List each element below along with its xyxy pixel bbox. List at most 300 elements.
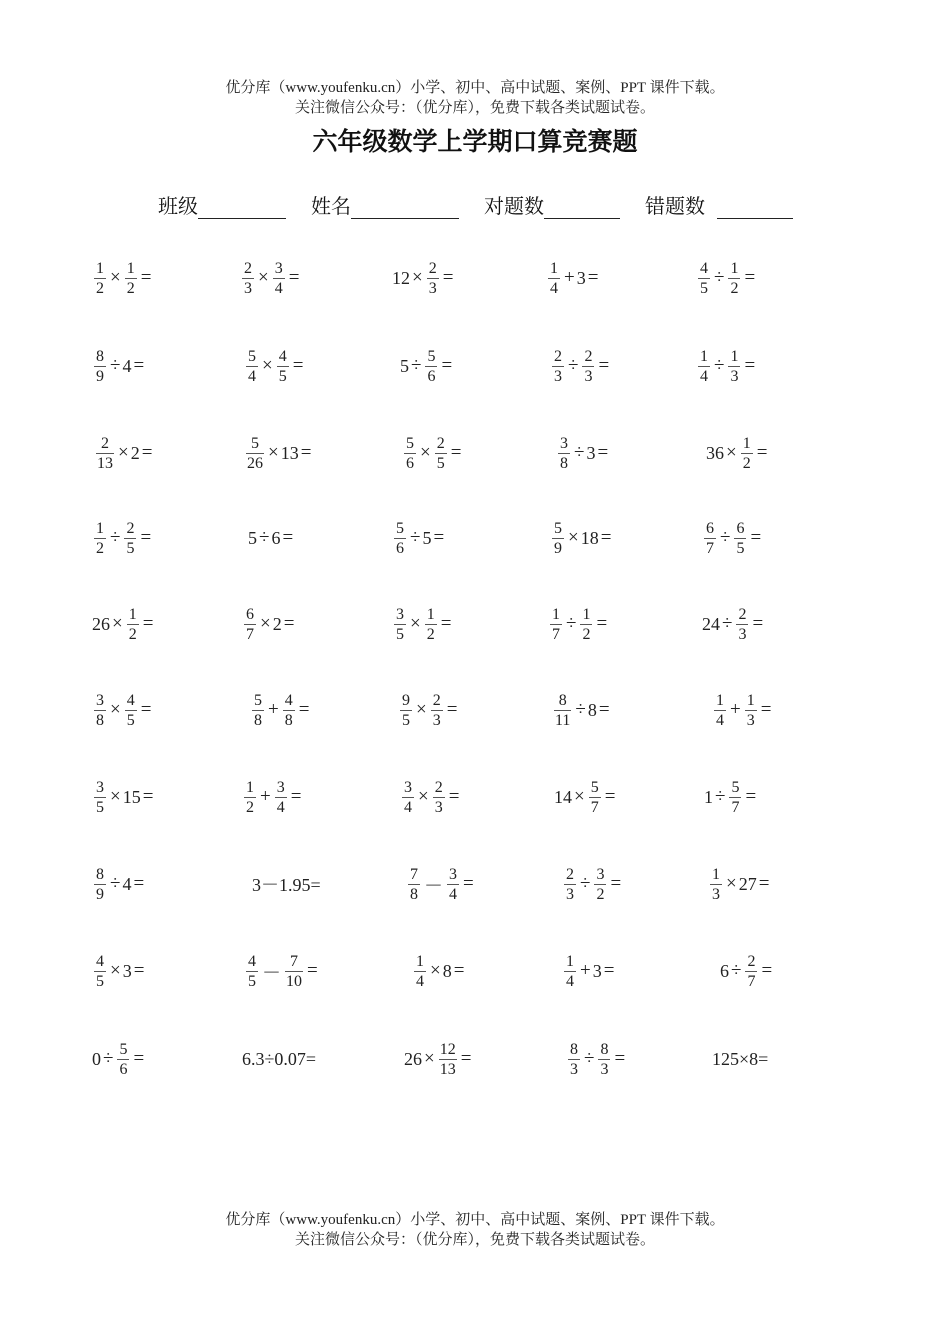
fraction — [94, 865, 106, 904]
denominator: 3 — [570, 1060, 578, 1078]
operator-sign: = — [460, 1048, 472, 1069]
denominator: 8 — [96, 711, 104, 729]
operator-sign: ÷ — [566, 613, 577, 634]
denominator: 3 — [244, 279, 252, 297]
number-text: 6.3÷0.07= — [242, 1048, 317, 1069]
operator-sign: = — [440, 613, 452, 634]
fraction — [714, 691, 726, 730]
fraction — [431, 691, 443, 730]
problem-item — [92, 857, 146, 911]
denominator: 4 — [416, 972, 424, 990]
operator-sign: × — [258, 267, 269, 288]
numerator: 3 — [560, 434, 568, 452]
denominator: 2 — [128, 625, 137, 643]
denominator: 5 — [436, 454, 445, 472]
numerator: 7 — [410, 865, 418, 883]
problem-item — [244, 426, 313, 480]
problem-item — [92, 339, 146, 393]
denominator: 5 — [402, 711, 410, 729]
problem-item — [550, 339, 611, 393]
fraction — [745, 691, 757, 730]
operator-sign: ÷ — [110, 355, 121, 376]
denominator: 6 — [406, 454, 414, 472]
fraction — [124, 519, 136, 558]
operator-sign: = — [598, 355, 610, 376]
operator-sign: × — [574, 786, 585, 807]
operator-sign: × — [424, 1048, 435, 1069]
problem-item — [708, 857, 771, 911]
numerator: 4 — [700, 259, 708, 277]
numerator: 8 — [600, 1040, 609, 1058]
denominator: 5 — [396, 625, 404, 643]
problem-item — [706, 426, 769, 480]
page-header — [0, 78, 950, 118]
fraction — [734, 519, 746, 558]
operator-sign: = — [290, 786, 302, 807]
denominator: 2 — [96, 279, 104, 297]
number-text: 2 — [272, 613, 282, 634]
numerator: 8 — [570, 1040, 578, 1058]
problem-item — [552, 683, 612, 737]
operator-sign: = — [761, 960, 773, 981]
operator-sign: ÷ — [580, 873, 591, 894]
number-text: 36 — [706, 442, 724, 463]
footer-line-1: 优分库（www.youfenku.cn）小学、初中、高中试题、案例、PPT 课件下载。 — [225, 1212, 725, 1228]
operator-sign: ÷ — [722, 613, 733, 634]
fraction — [404, 434, 416, 473]
operator-sign: × — [416, 699, 427, 720]
numerator: 8 — [96, 347, 104, 365]
numerator: 3 — [404, 778, 412, 796]
numerator: 1 — [716, 691, 724, 709]
operator-sign: ÷ — [411, 355, 422, 376]
operator-sign: × — [118, 442, 129, 463]
problem-item — [392, 511, 446, 565]
operator-sign: = — [614, 1048, 626, 1069]
numerator: 1 — [566, 952, 574, 970]
operator-sign: = — [140, 267, 152, 288]
fraction — [554, 691, 571, 730]
operator-sign: × — [420, 442, 431, 463]
problem-item — [400, 770, 461, 824]
numerator: 1 — [742, 434, 751, 452]
fraction — [94, 259, 106, 298]
denominator: 3 — [432, 711, 441, 729]
denominator: 5 — [700, 279, 708, 297]
numerator: 4 — [248, 952, 256, 970]
operator-sign: × — [430, 960, 441, 981]
fraction — [433, 778, 445, 817]
denominator: 2 — [582, 625, 591, 643]
number-text: 24 — [702, 613, 720, 634]
denominator: 2 — [426, 625, 435, 643]
numerator: 3 — [96, 778, 104, 796]
denominator: 3 — [584, 367, 593, 385]
problem-item — [250, 683, 311, 737]
fraction — [246, 347, 258, 386]
header-line-2: 关注微信公众号：（优分库），免费下载各类试题试卷。 — [294, 100, 655, 116]
fraction — [94, 347, 106, 386]
number-text: 3 — [586, 442, 596, 463]
numerator: 1 — [126, 259, 135, 277]
correct-count-label: 对题数 — [484, 196, 544, 218]
denominator: 3 — [712, 885, 720, 903]
operator-sign: = — [758, 873, 770, 894]
denominator: 4 — [716, 711, 724, 729]
class-field — [158, 190, 286, 219]
denominator: 7 — [552, 625, 560, 643]
fraction — [273, 259, 285, 298]
numerator: 1 — [246, 778, 254, 796]
fraction — [447, 865, 459, 904]
numerator: 1 — [416, 952, 424, 970]
fraction — [94, 952, 106, 991]
fraction — [710, 865, 722, 904]
operator-sign: + — [730, 699, 741, 720]
number-text: 3 — [122, 960, 132, 981]
fraction — [244, 778, 256, 817]
operator-sign: × — [110, 786, 121, 807]
denominator: 8 — [410, 885, 418, 903]
number-text: 26 — [92, 613, 110, 634]
operator-sign: = — [140, 527, 152, 548]
operator-sign: + — [260, 786, 271, 807]
numerator: 2 — [566, 865, 574, 883]
operator-sign: ÷ — [714, 355, 725, 376]
fraction — [244, 605, 256, 644]
numerator: 5 — [248, 347, 256, 365]
denominator: 11 — [555, 711, 571, 729]
operator-sign: × — [112, 613, 123, 634]
denominator: 8 — [560, 454, 568, 472]
operator-sign: + — [268, 699, 279, 720]
operator-sign: ÷ — [110, 873, 121, 894]
denominator: 6 — [396, 539, 404, 557]
denominator: 2 — [742, 454, 751, 472]
fraction — [94, 778, 106, 817]
operator-sign: ÷ — [715, 786, 726, 807]
operator-sign: × — [418, 786, 429, 807]
number-text: 14 — [554, 786, 572, 807]
number-text: 12 — [392, 267, 410, 288]
numerator: 5 — [590, 778, 599, 796]
name-blank[interactable] — [351, 196, 459, 219]
numerator: 5 — [427, 347, 436, 365]
operator-sign: = — [587, 267, 599, 288]
numerator: 3 — [274, 259, 283, 277]
numerator: 1 — [96, 519, 104, 537]
problem-item — [402, 426, 463, 480]
correct-count-field — [484, 190, 620, 219]
operator-sign: = — [453, 960, 465, 981]
numerator: 1 — [730, 259, 739, 277]
fraction — [400, 691, 412, 730]
problem-item — [392, 251, 455, 305]
number-text: 6 — [720, 960, 729, 981]
denominator: 10 — [286, 972, 303, 990]
numerator: 6 — [706, 519, 714, 537]
problem-item — [696, 339, 757, 393]
fraction — [427, 259, 439, 298]
denominator: 3 — [600, 1060, 609, 1078]
number-text: 6 — [271, 527, 281, 548]
operator-sign: × — [726, 873, 737, 894]
operator-sign: = — [442, 267, 454, 288]
problem-item — [702, 597, 765, 651]
fraction — [548, 259, 560, 298]
numerator: 1 — [128, 605, 137, 623]
numerator: 4 — [278, 347, 287, 365]
number-text: 8 — [587, 699, 597, 720]
wrong-count-blank[interactable] — [717, 196, 793, 219]
numerator: 4 — [96, 952, 104, 970]
numerator: 3 — [396, 605, 404, 623]
fraction — [394, 519, 406, 558]
number-text: 26 — [404, 1048, 422, 1069]
numerator: 2 — [126, 519, 135, 537]
number-text: 15 — [122, 786, 141, 807]
operator-sign: = — [133, 1048, 145, 1069]
operator-sign: + — [564, 267, 575, 288]
denominator: 8 — [254, 711, 262, 729]
fraction — [439, 1040, 457, 1079]
problem-item — [566, 1032, 627, 1086]
number-text: 5 — [248, 527, 257, 548]
numerator: 6 — [246, 605, 254, 623]
operator-sign: = — [756, 442, 768, 463]
operator-sign: = — [288, 267, 300, 288]
operator-sign: × — [412, 267, 423, 288]
numerator: 7 — [290, 952, 299, 970]
fraction — [402, 778, 414, 817]
number-text: 2 — [130, 442, 140, 463]
denominator: 3 — [428, 279, 437, 297]
problem-item — [92, 944, 146, 998]
numerator: 2 — [101, 434, 109, 452]
problem-item — [244, 944, 320, 998]
numerator: 1 — [550, 259, 558, 277]
operator-sign: = — [604, 786, 616, 807]
fraction — [704, 519, 716, 558]
fraction — [736, 605, 748, 644]
fraction — [125, 259, 137, 298]
fraction — [582, 347, 594, 386]
fraction — [698, 259, 710, 298]
operator-sign: = — [283, 613, 295, 634]
operator-sign: ÷ — [714, 267, 725, 288]
number-text: 3 — [592, 960, 602, 981]
operator-sign: = — [142, 786, 154, 807]
denominator: 26 — [247, 454, 263, 472]
operator-sign: × — [110, 960, 121, 981]
problem-item — [406, 857, 476, 911]
operator-sign: ÷ — [568, 355, 579, 376]
denominator: 3 — [746, 711, 755, 729]
numerator: 5 — [251, 434, 259, 452]
numerator: 12 — [439, 1040, 456, 1058]
problem-item — [556, 426, 610, 480]
fraction — [558, 434, 570, 473]
operator-sign: = — [133, 960, 145, 981]
denominator: 4 — [274, 279, 283, 297]
problem-item — [704, 770, 758, 824]
fraction — [117, 1040, 129, 1079]
numerator: 2 — [738, 605, 747, 623]
operator-sign: = — [745, 786, 757, 807]
denominator: 5 — [126, 539, 135, 557]
fraction — [246, 952, 258, 991]
numerator: 1 — [426, 605, 435, 623]
numerator: 3 — [596, 865, 605, 883]
problem-item — [546, 251, 600, 305]
number-text: 4 — [122, 355, 132, 376]
numerator: 2 — [434, 778, 443, 796]
denominator: 4 — [404, 798, 412, 816]
problem-item — [242, 770, 303, 824]
problem-item — [550, 511, 613, 565]
operator-sign: = — [600, 527, 612, 548]
numerator: 6 — [736, 519, 745, 537]
problem-item — [392, 597, 453, 651]
problem-item — [92, 1032, 146, 1086]
numerator: 3 — [449, 865, 458, 883]
operator-sign: = — [750, 527, 762, 548]
page-title: 六年级数学上学期口算竞赛题 — [312, 127, 638, 156]
fraction — [125, 691, 137, 730]
operator-sign: = — [441, 355, 453, 376]
fraction — [729, 778, 741, 817]
number-text: 27 — [738, 873, 757, 894]
denominator: 3 — [434, 798, 443, 816]
numerator: 3 — [276, 778, 285, 796]
number-text: 3－1.95= — [252, 875, 321, 895]
correct-count-blank[interactable] — [544, 196, 620, 219]
problem-item — [92, 511, 153, 565]
numerator: 1 — [96, 259, 104, 277]
denominator: 9 — [96, 885, 104, 903]
operator-sign: = — [744, 267, 756, 288]
fraction — [580, 605, 592, 644]
fraction — [408, 865, 420, 904]
operator-sign: × — [110, 267, 121, 288]
denominator: 5 — [96, 798, 104, 816]
fraction — [277, 347, 289, 386]
denominator: 5 — [736, 539, 745, 557]
fraction — [594, 865, 606, 904]
operator-sign: = — [448, 786, 460, 807]
class-blank[interactable] — [198, 196, 286, 219]
numerator: 5 — [554, 519, 562, 537]
operator-sign: ÷ — [410, 527, 421, 548]
fraction — [425, 605, 437, 644]
numerator: 2 — [428, 259, 437, 277]
denominator: 3 — [738, 625, 747, 643]
operator-sign: = — [298, 699, 310, 720]
operator-sign: + — [580, 960, 591, 981]
problem-item — [548, 597, 609, 651]
denominator: 4 — [248, 367, 256, 385]
numerator: 1 — [700, 347, 708, 365]
denominator: 2 — [596, 885, 605, 903]
denominator: 4 — [550, 279, 558, 297]
problem-item — [240, 251, 301, 305]
numerator: 8 — [96, 865, 104, 883]
footer-line-2: 关注微信公众号：（优分库），免费下载各类试题试卷。 — [294, 1232, 655, 1248]
fraction — [741, 434, 753, 473]
fraction — [728, 259, 740, 298]
operator-sign: ÷ — [584, 1048, 595, 1069]
fraction — [246, 434, 264, 473]
denominator: 5 — [278, 367, 287, 385]
operator-sign: × — [268, 442, 279, 463]
operator-sign: = — [760, 699, 772, 720]
denominator: 3 — [730, 367, 739, 385]
problem-item — [242, 597, 296, 651]
problem-item — [554, 770, 617, 824]
numerator: 1 — [712, 865, 720, 883]
operator-sign: － — [262, 962, 282, 984]
operator-sign: ÷ — [259, 527, 270, 548]
numerator: 2 — [432, 691, 441, 709]
operator-sign: ÷ — [720, 527, 731, 548]
denominator: 6 — [119, 1060, 128, 1078]
operator-sign: × — [262, 355, 273, 376]
denominator: 4 — [700, 367, 708, 385]
problem-item — [412, 944, 466, 998]
problem-item — [92, 683, 153, 737]
operator-sign: = — [433, 527, 445, 548]
problem-item — [702, 511, 763, 565]
number-text: 0 — [92, 1048, 101, 1069]
name-label: 姓名 — [311, 196, 351, 218]
fraction — [94, 691, 106, 730]
problem-item — [712, 1032, 768, 1086]
problem-item — [244, 339, 305, 393]
numerator: 8 — [558, 691, 567, 709]
operator-sign: = — [307, 960, 318, 981]
operator-sign: = — [596, 613, 608, 634]
operator-sign: = — [142, 613, 154, 634]
wrong-count-label: 错题数 — [645, 196, 705, 218]
denominator: 4 — [276, 798, 285, 816]
numerator: 1 — [730, 347, 739, 365]
fraction — [242, 259, 254, 298]
numerator: 5 — [406, 434, 414, 452]
numerator: 3 — [96, 691, 104, 709]
fraction — [94, 519, 106, 558]
fraction — [394, 605, 406, 644]
number-text: 4 — [122, 873, 132, 894]
problem-item — [92, 251, 153, 305]
denominator: 5 — [96, 972, 104, 990]
numerator: 5 — [254, 691, 262, 709]
operator-sign: ÷ — [575, 699, 586, 720]
fraction — [550, 605, 562, 644]
number-text: 125×8= — [712, 1048, 769, 1069]
numerator: 4 — [284, 691, 293, 709]
denominator: 5 — [126, 711, 135, 729]
denominator: 6 — [427, 367, 436, 385]
fraction — [598, 1040, 610, 1079]
denominator: 13 — [97, 454, 113, 472]
numerator: 1 — [582, 605, 591, 623]
operator-sign: = — [282, 527, 294, 548]
operator-sign: － — [424, 875, 444, 897]
fraction — [564, 865, 576, 904]
operator-sign: × — [260, 613, 271, 634]
denominator: 7 — [590, 798, 599, 816]
operator-sign: ÷ — [110, 527, 121, 548]
